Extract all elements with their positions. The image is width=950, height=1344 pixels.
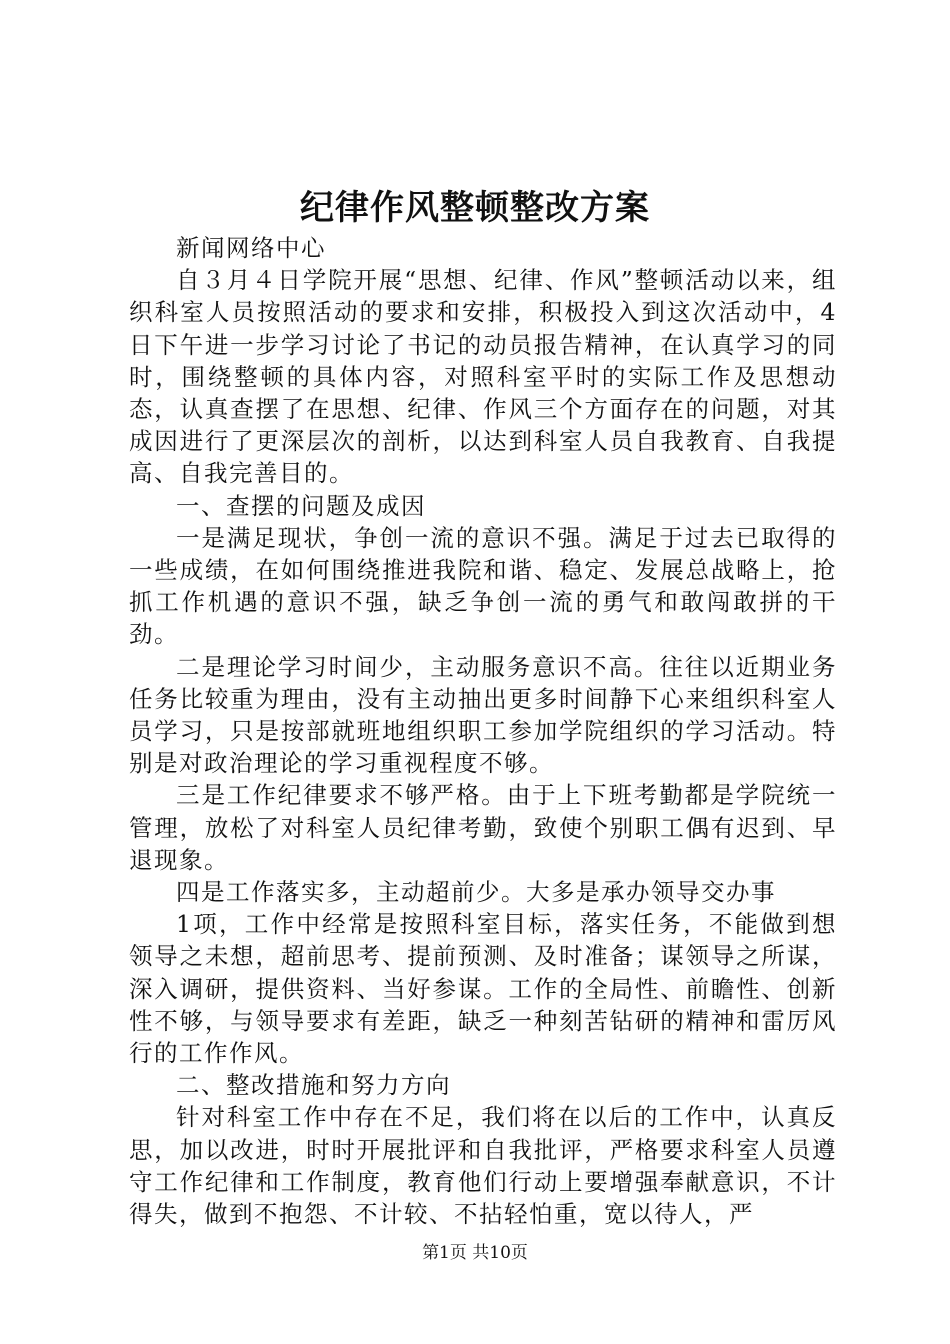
document-body: [129, 232, 837, 1230]
problem-paragraph-1: 一是满足现状，争创一流的意识不强。满足于过去已取得的一些成绩，在如何围绕推进我院和谐、稳定、发展总战略上，抢抓工作机遇的意识不强，缺乏争创一流的勇气和敢闯敢拼的干劲。: [129, 523, 837, 649]
problem-paragraph-3: 三是工作纪律要求不够严格。由于上下班考勤都是学院统一管理，放松了对科室人员纪律考勤，致使个别职工偶有迟到、早退现象。: [129, 781, 837, 874]
author-line: 新闻网络中心: [176, 234, 326, 262]
section-heading-measures: 二、整改措施和努力方向: [176, 1071, 451, 1100]
problem-paragraph-4-continued: 1项，工作中经常是按照科室目标，落实任务，不能做到想领导之未想，超前思考、提前预测、及时准备；谋领导之所谋，深入调研，提供资料、当好参谋。工作的全局性、前瞻性、创新性不够，与领导要求有差距，缺乏一种刻苦钻研的精神和雷厉风行的工作作风。: [129, 910, 837, 1068]
intro-paragraph: 自３月４日学院开展“思想、纪律、作风”整顿活动以来，组织科室人员按照活动的要求和安排，积极投入到这次活动中，4日下午进一步学习讨论了书记的动员报告精神，在认真学习的同时，围绕整顿的具体内容，对照科室平时的实际工作及思想动态，认真查摆了在思想、纪律、作风三个方面存在的问题，对其成因进行了更深层次的剖析，以达到科室人员自我教育、自我提高、自我完善目的。: [129, 266, 837, 488]
measures-paragraph: 针对科室工作中存在不足，我们将在以后的工作中，认真反思，加以改进，时时开展批评和自我批评，严格要求科室人员遵守工作纪律和工作制度，教育他们行动上要增强奉献意识，不计得失，做到不抱怨、不计较、不拈轻怕重，宽以待人，严: [129, 1103, 837, 1229]
problem-paragraph-2: 二是理论学习时间少，主动服务意识不高。往往以近期业务任务比较重为理由，没有主动抽出更多时间静下心来组织科室人员学习，只是按部就班地组织职工参加学院组织的学习活动。特别是对政治理论的学习重视程度不够。: [129, 652, 837, 778]
page-footer: 第1页 共10页: [422, 1243, 528, 1263]
section-heading-problems: 一、查摆的问题及成因: [176, 491, 426, 520]
document-title: 纪律作风整顿整改方案: [300, 188, 650, 228]
problem-paragraph-4: 四是工作落实多，主动超前少。大多是承办领导交办事: [176, 878, 776, 907]
